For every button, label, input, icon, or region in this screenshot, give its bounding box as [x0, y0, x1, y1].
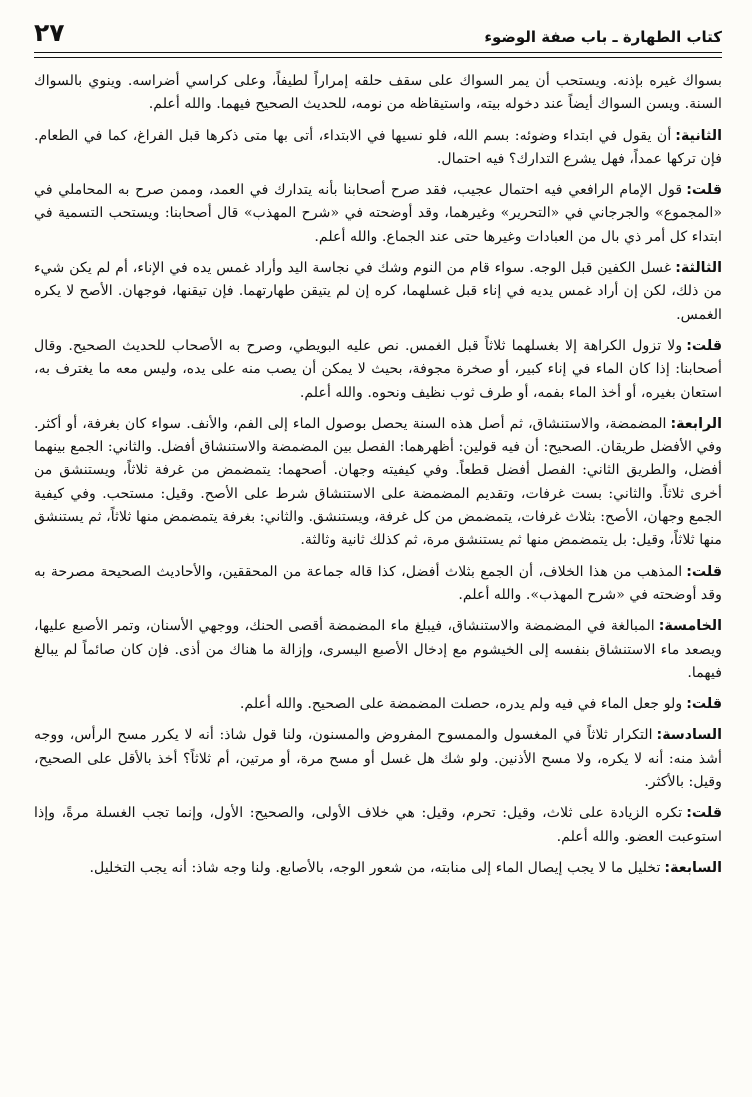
paragraph-text: غسل الكفين قبل الوجه. سواء قام من النوم وشك في نجاسة اليد وأراد غمس يده في الإناء، أم لم يكن شيء من ذلك، لكن إن أراد غمس يديه في إناء قبل غسلهما، كره إن لم يتيقن طهارتهما. فإن تيقنها، فوجهان. الأصح لا يكره الغمس.: [34, 260, 722, 323]
paragraph-text: أن يقول في ابتداء وضوئه: بسم الله، فلو نسيها في الابتداء، أتى بها متى ذكرها قبل الفراغ، كما في الطعام. فإن تركها عمداً، فهل يشرع التدارك؟ فيه احتمال.: [34, 127, 722, 167]
paragraph-label: قلت:: [686, 805, 722, 822]
paragraph-text: التكرار ثلاثاً في المغسول والممسوح المفروض والمسنون، ولنا قول شاذ: أنه لا يكرر مسح الرأس، ووجه أشذ منه: أنه لا يكره، ولا مسح الأذنين. ولو شك هل غسل أو مسح مرة، أو مرتين، أم ثلاثاً؟ أخذ بالأقل على الصحيح، وقيل: بالأكثر.: [34, 727, 722, 791]
paragraph-text: تخليل ما لا يجب إيصال الماء إلى منابته، من شعور الوجه، بالأصابع. ولنا وجه شاذ: أنه يجب التخليل.: [89, 859, 661, 876]
paragraph-label: السادسة:: [656, 727, 722, 744]
paragraph-label: قلت:: [686, 182, 722, 199]
paragraph-label: الثانية:: [675, 127, 722, 144]
paragraph: [34, 70, 722, 117]
page: [34, 14, 722, 888]
paragraph-text: ولو جعل الماء في فيه ولم يدره، حصلت المضمضة على الصحيح. والله أعلم.: [239, 696, 683, 713]
page-number: ٢٧: [34, 18, 65, 47]
paragraph-label: الثالثة:: [675, 260, 722, 277]
paragraph-label: الخامسة:: [658, 618, 722, 635]
paragraph-label: الرابعة:: [670, 415, 722, 432]
paragraph-text: بسواك غيره بإذنه. ويستحب أن يمر السواك على سقف حلقه إمراراً لطيفاً، وعلى كراسي أضراسه. وينوي بالسواك السنة. ويسن السواك أيضاً عند دخوله بيته، واستيقاظه من نومه، للحديث الصحيح فيهما. والله أعلم.: [34, 73, 722, 113]
paragraph: [34, 413, 722, 553]
paragraph: [34, 179, 722, 249]
paragraph: [34, 615, 722, 685]
paragraph: [34, 857, 722, 880]
header-divider: [34, 52, 722, 58]
page-header: [34, 14, 722, 46]
running-title: كتاب الطهارة ـ باب صفة الوضوء: [484, 28, 722, 46]
paragraph-label: قلت:: [686, 337, 722, 354]
paragraph: [34, 802, 722, 849]
paragraph-label: قلت:: [686, 563, 722, 580]
paragraph-text: المبالغة في المضمضة والاستنشاق، فيبلغ ماء المضمضة أقصى الحنك، ووجهي الأسنان، وتمر الأصبع عليها، ويصعد ماء الاستنشاق بنفسه إلى الخيشوم مع إدخال الأصبع اليسرى، وإزالة ما هناك من أذى. فإن كان صائماً لم يبالغ فيهما.: [34, 618, 722, 681]
paragraph-text: ولا تزول الكراهة إلا بغسلهما ثلاثاً قبل الغمس. نص عليه البويطي، وصرح به الأصحاب للحديث الصحيح. وقال أصحابنا: إذا كان الماء في إناء كبير، أو صخرة مجوفة، بحيث لا يمكن أن يصب منه على يده، وليس معه ما يغترف به، استعان بغيره، أو أخذ الماء بفمه، أو طرف ثوب نظيف ونحوه. والله أعلم.: [34, 337, 722, 401]
paragraph: [34, 335, 722, 405]
paragraph-text: تكره الزيادة على ثلاث، وقيل: تحرم، وقيل: هي خلاف الأولى، والصحيح: الأول، وإنما تجب الغسلة مرةً، وإذا استوعبت العضو. والله أعلم.: [34, 805, 722, 845]
paragraph-label: قلت:: [686, 696, 722, 713]
paragraph: [34, 724, 722, 794]
paragraph: [34, 257, 722, 327]
paragraph-text: المضمضة، والاستنشاق، ثم أصل هذه السنة يحصل بوصول الماء إلى الفم، والأنف. سواء كان بغرفة، أو أكثر. وفي الأفضل طريقان. الصحيح: أن فيه قولين: أظهرهما: الفصل بين المضمضة والاستنشاق أفضل. والثاني: الجمع بينهما أفضل، والطريق الثاني: الفصل أفضل قطعاً. وفي كيفيته وجهان. أصحهما: يتمضمض من غرفة ثلاثاً، ويستنشق من أخرى ثلاثاً. والثاني: بست غرفات، وتقديم المضمضة على الاستنشاق شرط على الأصح. وقيل: مستحب. وفي كيفية الجمع وجهان، الأصح: بثلاث غرفات، يتمضمض من كل غرفة، ويستنشق. والثاني: بغرفة يتمضمض منها ثلاثاً، ثم يستنشق منها ثلاثاً، وقيل: بل يتمضمض منها ثم يستنشق مرة، ثم كذلك ثانية وثالثة.: [34, 415, 722, 549]
paragraph: [34, 561, 722, 608]
paragraph-text: قول الإمام الرافعي فيه احتمال عجيب، فقد صرح أصحابنا بأنه يتدارك في العمد، وممن صرح به المحاملي في «المجموع» والجرجاني في «التحرير» وغيرهما، وقد أوضحته في «شرح المهذب» قال أصحابنا: ويستحب التسمية في ابتداء كل أمر ذي بال من العبادات وغيرها حتى عند الجماع. والله أعلم.: [34, 182, 722, 245]
paragraph: [34, 125, 722, 172]
body-text: [34, 70, 722, 880]
paragraph-label: السابعة:: [664, 859, 722, 876]
paragraph: [34, 693, 722, 716]
paragraph-text: المذهب من هذا الخلاف، أن الجمع بثلاث أفضل، كذا قاله جماعة من المحققين، والأحاديث الصحيحة مصرحة به وقد أوضحته في «شرح المهذب». والله أعلم.: [34, 563, 722, 603]
